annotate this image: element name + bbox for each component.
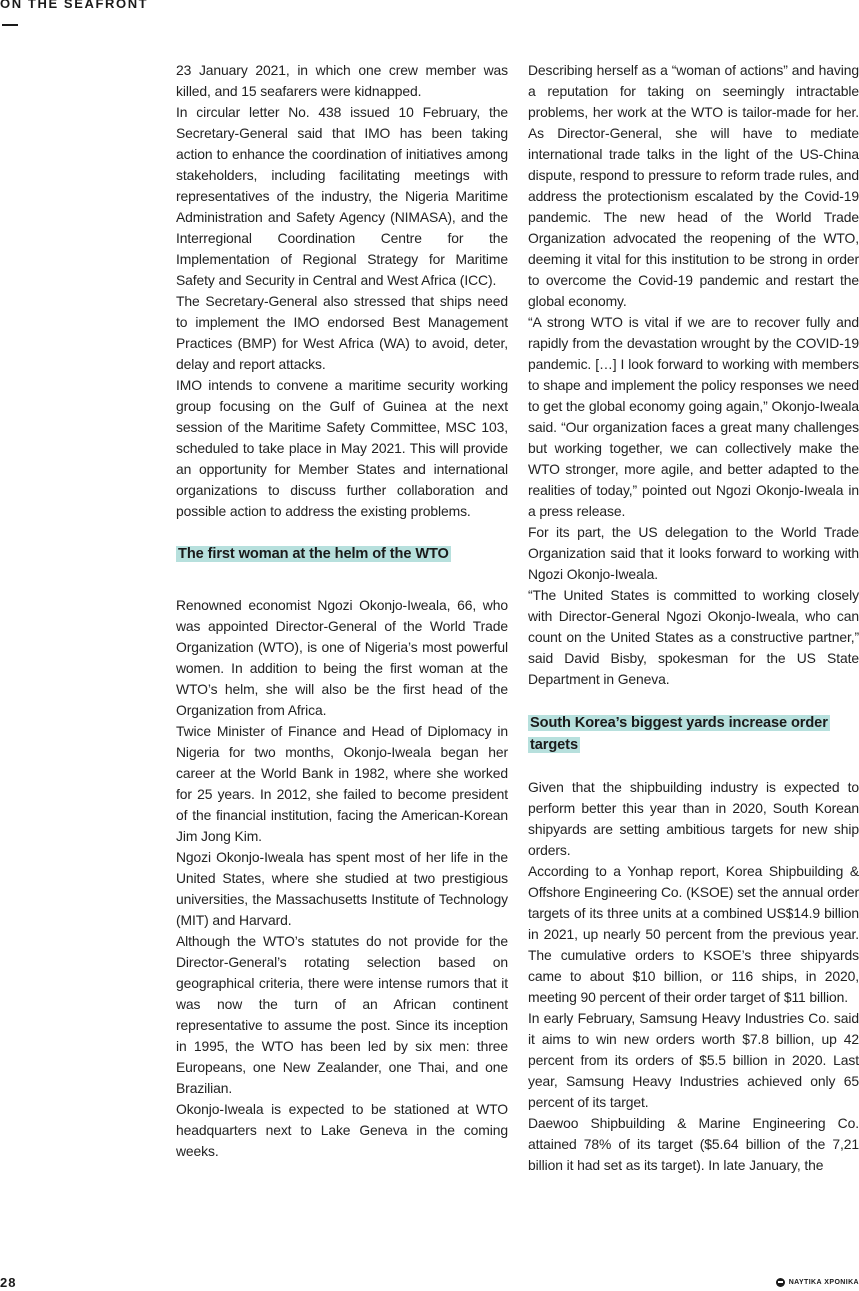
paragraph: Okonjo-Iweala is expected to be stationed at WTO headquarters next to Lake Geneva in the coming weeks. [176, 1101, 508, 1159]
paragraph: For its part, the US delegation to the World Trade Organization said that it looks forward to working with Ngozi Okonjo-Iweala. [528, 524, 859, 582]
paragraph: The Secretary-General also stressed that ships need to implement the IMO endorsed Best Management Practices (BMP) for West Africa (WA) to avoid, deter, delay and report attacks. [176, 293, 508, 372]
brand-name: ΝΑΥΤΙΚΑ ΧΡΟΝΙΚΑ [788, 1279, 859, 1286]
paragraph: “The United States is committed to working closely with Director-General Ngozi Okonjo-Iweala, who can count on the United States as a constructive partner,” said David Bisby, spokesman for the US State Department in Geneva. [528, 587, 859, 687]
heading-wto: The first woman at the helm of the WTO [178, 546, 449, 562]
paragraph: Renowned economist Ngozi Okonjo-Iweala, 66, who was appointed Director-General of the World Trade Organization (WTO), is one of Nigeria’s most powerful women. In addition to being the first woman at the WTO’s helm, she will also be the first head of the Organization from Africa. [176, 597, 508, 718]
paragraph: Ngozi Okonjo-Iweala has spent most of her life in the United States, where she studied at two prestigious universities, the Massachusetts Institute of Technology (MIT) and Harvard. [176, 849, 508, 928]
paragraph: Describing herself as a “woman of actions” and having a reputation for taking on seemingly intractable problems, her work at the WTO is tailor-made for her. As Director-General, she will have to mediate international trade talks in the light of the US-China dispute, respond to pressure to reform trade rules, and address the protectionism escalated by the Covid-19 pandemic. The new head of the World Trade Organization advocated the reopening of the WTO, deeming it vital for this institution to be strong in order to overcome the Covid-19 pandemic and restart the global economy. [528, 62, 859, 309]
paragraph: In circular letter No. 438 issued 10 February, the Secretary-General said that IMO has been taking action to enhance the coordination of initiatives among stakeholders, including facilitating meetings with representatives of the industry, the Nigeria Maritime Administration and Safety Agency (NIMASA), and the Interregional Coordination Centre for the Implementation of Regional Strategy for Maritime Safety and Security in Central and West Africa (ICC). [176, 104, 508, 288]
paragraph: In early February, Samsung Heavy Industries Co. said it aims to win new orders worth $7.8 billion, up 42 percent from its orders of $5.5 billion in 2020. Last year, Samsung Heavy Industries achieved only 65 percent of its target. [528, 1010, 859, 1110]
left-column [176, 60, 508, 1162]
section-divider [2, 24, 18, 26]
publication-brand [776, 1278, 859, 1287]
heading-korea-block [528, 712, 859, 756]
paragraph: 23 January 2021, in which one crew member was killed, and 15 seafarers were kidnapped. [176, 62, 508, 99]
paragraph: IMO intends to convene a maritime security working group focusing on the Gulf of Guinea at the next session of the Maritime Safety Committee, MSC 103, scheduled to take place in May 2021. This will provide an opportunity for Member States and international organizations to discuss further collaboration and possible action to address the existing problems. [176, 377, 508, 519]
paragraph: According to a Yonhap report, Korea Shipbuilding & Offshore Engineering Co. (KSOE) set the annual order targets of its three units at a combined US$14.9 billion in 2021, up nearly 50 percent from the previous year. The cumulative orders to KSOE’s three shipyards came to about $10 billion, or 116 ships, in 2020, meeting 90 percent of their order target of $11 billion. [528, 863, 859, 1005]
page-number: 28 [0, 1275, 17, 1290]
paragraph: Daewoo Shipbuilding & Marine Engineering Co. attained 78% of its target ($5.64 billion of the 7,21 billion it had set as its target). In late January, the [528, 1115, 859, 1173]
paragraph: “A strong WTO is vital if we are to recover fully and rapidly from the devastation wrought by the COVID-19 pandemic. […] I look forward to working with members to shape and implement the policy responses we need to get the global economy going again,” Okonjo-Iweala said. “Our organization faces a great many challenges but working together, we can collectively make the WTO stronger, more agile, and better adapted to the realities of today,” pointed out Ngozi Okonjo-Iweala in a press release. [528, 314, 859, 519]
section-label: ON THE SEAFRONT [0, 0, 149, 11]
paragraph: Twice Minister of Finance and Head of Diplomacy in Nigeria for two months, Okonjo-Iweala began her career at the World Bank in 1982, where she worked for 25 years. In 2012, she failed to become president of the financial institution, facing the American-Korean Jim Jong Kim. [176, 723, 508, 844]
right-column [528, 60, 859, 1176]
paragraph: Although the WTO’s statutes do not provide for the Director-General’s rotating selection based on geographical criteria, there were intense rumors that it was now the turn of an African continent representative to assume the post. Since its inception in 1995, the WTO has been led by six men: three Europeans, one New Zealander, one Thai, and one Brazilian. [176, 933, 508, 1096]
paragraph: Given that the shipbuilding industry is expected to perform better this year than in 2020, South Korean shipyards are setting ambitious targets for new ship orders. [528, 779, 859, 858]
heading-korea-yards: South Korea’s biggest yards increase order targets [530, 715, 828, 753]
heading-wto-block [176, 543, 508, 565]
logo-icon [776, 1278, 785, 1287]
